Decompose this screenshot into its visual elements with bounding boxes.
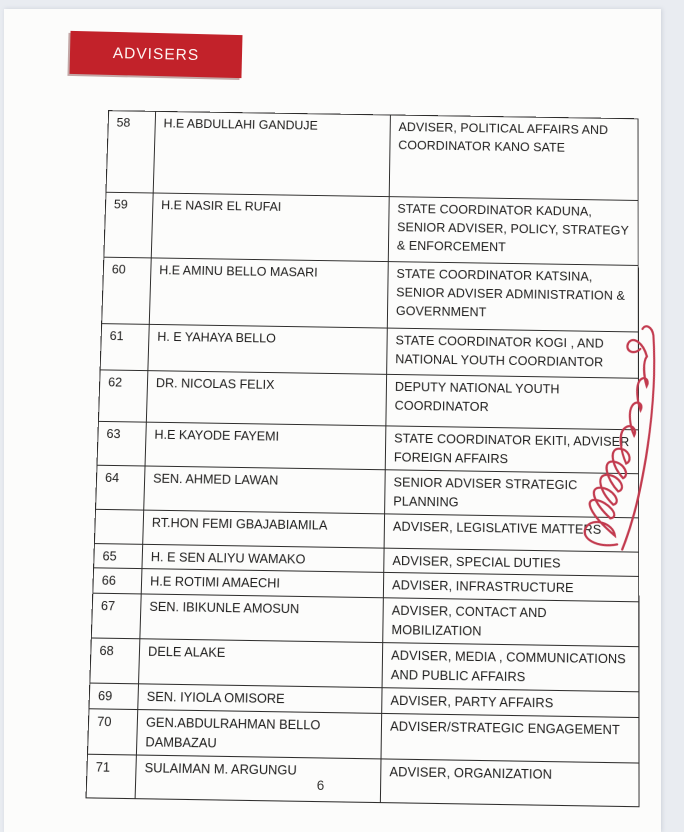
row-number-cell: 61	[100, 324, 149, 371]
row-role-cell: STATE COORDINATOR KOGI , AND NATIONAL YOUTH COORDIANTOR	[387, 328, 639, 378]
advisers-banner	[70, 31, 243, 78]
row-number-cell: 67	[91, 594, 141, 640]
row-number-cell	[94, 509, 143, 544]
row-role-cell: ADVISER, CONTACT AND MOBILIZATION	[383, 598, 639, 647]
row-role-cell: ADVISER, MEDIA , COMMUNICATIONS AND PUBLIC AFFAIRS	[382, 643, 639, 692]
row-number-cell: 58	[106, 111, 156, 193]
row-number-cell: 65	[94, 543, 143, 569]
row-name-cell: H. E SEN ALIYU WAMAKO	[142, 544, 384, 573]
row-role-cell: ADVISER, POLITICAL AFFAIRS AND COORDINATOR KANO SATE	[389, 115, 638, 200]
row-role-cell: ADVISER, LEGISLATIVE MATTERS	[384, 513, 639, 551]
advisers-table	[86, 110, 640, 807]
row-role-cell: STATE COORDINATOR KATSINA, SENIOR ADVISER ADMINISTRATION & GOVERNMENT	[387, 262, 638, 332]
row-name-cell: DR. NICOLAS FELIX	[146, 371, 386, 426]
row-role-cell: STATE COORDINATOR EKITI, ADVISER FOREIGN AFFAIRS	[385, 426, 638, 474]
table-row	[106, 111, 638, 201]
row-number-cell: 70	[87, 709, 137, 755]
row-name-cell: H.E NASIR EL RUFAI	[151, 193, 389, 262]
row-name-cell: SEN. IYIOLA OMISORE	[138, 684, 382, 713]
row-name-cell: SEN. IBIKUNLE AMOSUN	[140, 594, 383, 643]
row-name-cell: H.E ABDULLAHI GANDUJE	[153, 111, 390, 196]
row-number-cell: 62	[98, 370, 147, 422]
row-role-cell: ADVISER, INFRASTRUCTURE	[383, 573, 638, 602]
row-name-cell: H. E YAHAYA BELLO	[148, 324, 387, 374]
table-row	[100, 324, 638, 379]
row-role-cell: ADVISER, PARTY AFFAIRS	[382, 688, 639, 718]
row-role-cell: DEPUTY NATIONAL YOUTH COORDINATOR	[386, 374, 639, 429]
row-number-cell: 66	[93, 568, 142, 594]
table-row	[104, 192, 638, 265]
row-role-cell: ADVISER, SPECIAL DUTIES	[384, 548, 639, 577]
row-name-cell: H.E KAYODE FAYEMI	[145, 422, 386, 469]
row-number-cell: 64	[96, 465, 145, 510]
row-role-cell: ADVISER/STRATEGIC ENGAGEMENT	[381, 714, 639, 763]
table-row	[98, 370, 638, 430]
row-name-cell: GEN.ABDULRAHMAN BELLO DAMBAZAU	[136, 710, 381, 759]
row-name-cell: DELE ALAKE	[139, 639, 383, 688]
row-name-cell: H.E ROTIMI AMAECHI	[141, 569, 384, 598]
row-name-cell: RT.HON FEMI GBAJABIAMILA	[143, 510, 385, 548]
advisers-table-body	[86, 111, 639, 807]
row-number-cell: 63	[97, 421, 146, 465]
row-name-cell: H.E AMINU BELLO MASARI	[149, 258, 388, 328]
row-number-cell: 60	[102, 257, 152, 324]
row-number-cell: 71	[86, 754, 136, 798]
row-role-cell: ADVISER, ORGANIZATION	[380, 759, 639, 807]
row-role-cell: SENIOR ADVISER STRATEGIC PLANNING	[385, 470, 639, 518]
document-page	[4, 9, 661, 832]
row-number-cell: 59	[104, 192, 153, 258]
banner-label: ADVISERS	[112, 44, 200, 64]
row-number-cell: 68	[90, 638, 140, 684]
row-name-cell: SULAIMAN M. ARGUNGU	[135, 755, 381, 803]
table-row	[102, 257, 639, 332]
row-number-cell: 69	[89, 683, 139, 709]
page-number: 6	[316, 778, 325, 793]
advisers-table-wrap	[86, 110, 639, 807]
row-name-cell: SEN. AHMED LAWAN	[144, 466, 386, 514]
row-role-cell: STATE COORDINATOR KADUNA, SENIOR ADVISER, POLICY, STRATEGY & ENFORCEMENT	[388, 197, 638, 266]
